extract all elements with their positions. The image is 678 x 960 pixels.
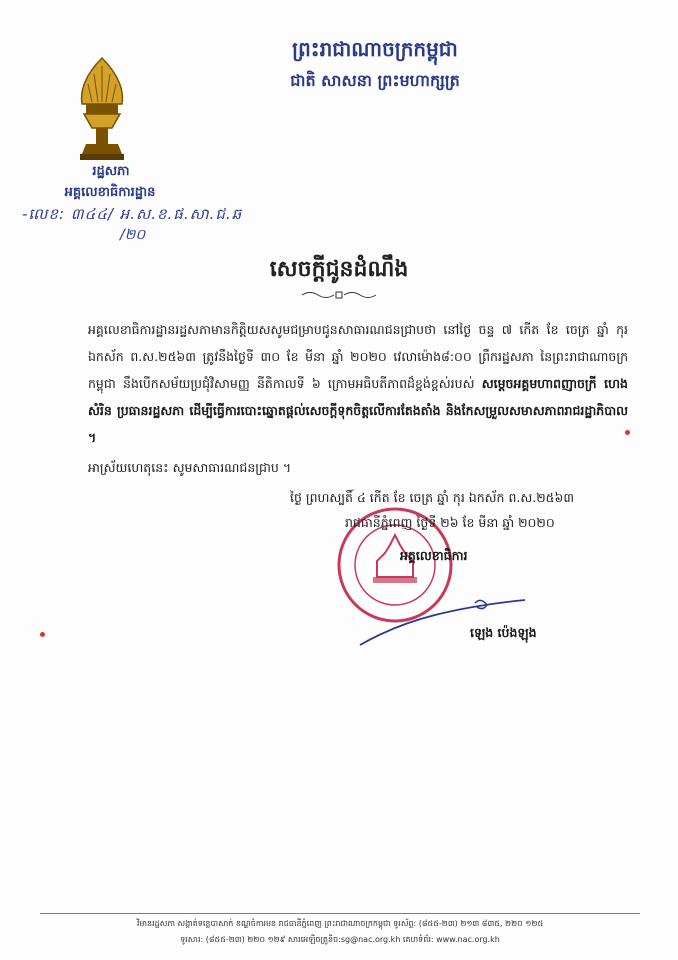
reference-suffix: /២០: [120, 227, 146, 243]
body-paragraph: [88, 316, 628, 451]
document-title: សេចក្តីជូនដំណឹង: [269, 257, 409, 282]
reference-number: -លេខ: ៣៤៤/ អ.ស.ខ.ផ.សា.ជ.ឆ: [22, 205, 243, 223]
footer-address: វិមានរដ្ឋសភា សង្កាត់ទន្លេបាសាក់ ខណ្ឌចំការមន រាជធានីភ្នំពេញ ព្រះរាជាណាចក្រកម្ពុជា ទូរស័ព្ទ: (៨៥៥-២៣) ២១៣ ៨៣៥, ២២០ ១២៥: [136, 919, 544, 928]
sender-organization: រដ្ឋសភា: [92, 164, 130, 179]
red-mark: [625, 430, 630, 435]
sender-department: អគ្គលេខាធិការដ្ឋាន: [64, 185, 156, 200]
footer-contact: ទូរសារ: (៨៥៥-២៣) ២២០ ១២៩ សារអេឡិចត្រូនិច:sg@nac.org.kh គេហទំព័រ: www.nac.org.kh: [180, 935, 500, 944]
signer-name: ឡេង ប៉េងឡុង: [470, 625, 537, 640]
kingdom-heading: ព្រះរាជាណាចក្រកម្ពុជា: [292, 37, 458, 61]
royal-emblem-icon: [72, 56, 132, 166]
red-mark: [40, 632, 45, 637]
paragraph-text: អគ្គលេខាធិការដ្ឋានរដ្ឋសភាមានកិត្តិយសសូមជម្រាបជូនសាធារណជនជ្រាបថា នៅថ្ងៃ ចន្ទ ៧ កើត ខែ ចេត្រ ឆ្នាំ កុរ ឯកស័ក ព.ស.២៥៦៣ ត្រូវនឹងថ្ងៃទី ៣០ ខែ មីនា ឆ្នាំ ២០២០ វេលាម៉ោង៨:០០ ព្រឹករដ្ឋសភា នៃព្រះរាជាណាចក្រកម្ពុជា នឹងបើកសម័យប្រជុំវិសាមញ្ញ នីតិកាលទី ៦ ក្រោមអធិបតីភាពដ៏ខ្ពង់ខ្ពស់របស់: [88, 322, 628, 391]
title-ornament-icon: [300, 290, 378, 300]
national-motto: ជាតិ សាសនា ព្រះមហាក្សត្រ: [290, 71, 460, 90]
paragraph-bold-text: សម្តេចអគ្គមហាពញាចក្រី ហេង សំរិន ប្រធានរដ្ឋសភា ដើម្បីធ្វើការបោះឆ្នោតផ្តល់សេចក្តីទុកចិត្តលើការតែងតាំង និងកែសម្រួលសមាសភាពរាជរដ្ឋាភិបាល ។: [88, 376, 628, 445]
lunar-date: ថ្ងៃ ព្រហស្បតិ៍ ៤ កើត ខែ ចេត្រ ឆ្នាំ កុរ ឯកស័ក ព.ស.២៥៦៣: [290, 490, 575, 505]
footer-divider: [40, 913, 640, 914]
closing-line: អាស្រ័យហេតុនេះ សូមសាធារណជនជ្រាប ។: [88, 460, 292, 475]
solar-date: រាជធានីភ្នំពេញ ថ្ងៃទី ២៦ ខែ មីនា ឆ្នាំ ២០២០: [345, 515, 555, 530]
signer-title: អគ្គលេខាធិការ: [400, 548, 468, 563]
